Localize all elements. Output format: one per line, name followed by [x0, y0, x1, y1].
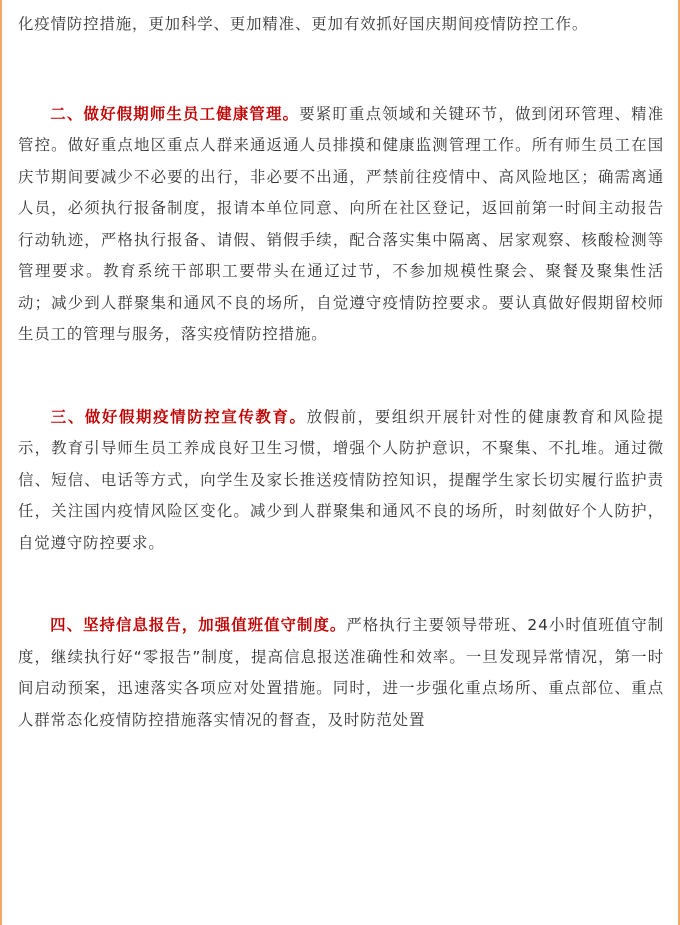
article-content [18, 9, 664, 736]
paragraph-3 [18, 402, 664, 560]
paragraph-1-body: 化疫情防控措施，更加科学、更加精准、更加有效抓好国庆期间疫情防控工作。 [18, 15, 589, 33]
section-2-body: 要紧盯重点领域和关键环节，做到闭环管理、精准管控。做好重点地区重点人群来通返通人员排摸和健康监测管理工作。所有师生员工在国庆节期间要减少不必要的出行，非必要不出通，严禁前往疫情中、高风险地区；确需离通人员，必须执行报备制度，报请本单位同意、向所在社区登记，返回前第一时间主动报告行动轨迹，严格执行报备、请假、销假手续，配合落实集中隔离、居家观察、核酸检测等管理要求。教育系统干部职工要带头在通辽过节，不参加规模性聚会、聚餐及聚集性活动；减少到人群聚集和通风不良的场所，自觉遵守疫情防控要求。要认真做好假期留校师生员工的管理与服务，落实疫情防控措施。 [18, 104, 664, 343]
section-4-heading: 四、坚持信息报告，加强值班值守制度。 [50, 616, 347, 634]
paragraph-1 [18, 9, 664, 41]
paragraph-2 [18, 99, 664, 351]
section-4-body: 严格执行主要领导带班、24小时值班值守制度，继续执行好“零报告”制度，提高信息报送准确性和效率。一旦发现异常情况，第一时间启动预案，迅速落实各项应对处置措施。同时，进一步强化重点场所、重点部位、重点人群常态化疫情防控措施落实情况的督查，及时防范处置 [18, 616, 664, 729]
section-3-heading: 三、做好假期疫情防控宣传教育。 [50, 407, 307, 426]
paragraph-4 [18, 610, 664, 736]
paragraph-gap [18, 559, 664, 610]
paragraph-gap [18, 351, 664, 402]
section-2-heading: 二、做好假期师生员工健康管理。 [50, 104, 300, 123]
paragraph-gap [18, 41, 664, 99]
section-3-body: 放假前，要组织开展针对性的健康教育和风险提示，教育引导师生员工养成良好卫生习惯，增强个人防护意识，不聚集、不扎堆。通过微信、短信、电话等方式，向学生及家长推送疫情防控知识，提醒学生家长切实履行监护责任，关注国内疫情风险区变化。减少到人群聚集和通风不良的场所，时刻做好个人防护，自觉遵守防控要求。 [18, 407, 664, 552]
